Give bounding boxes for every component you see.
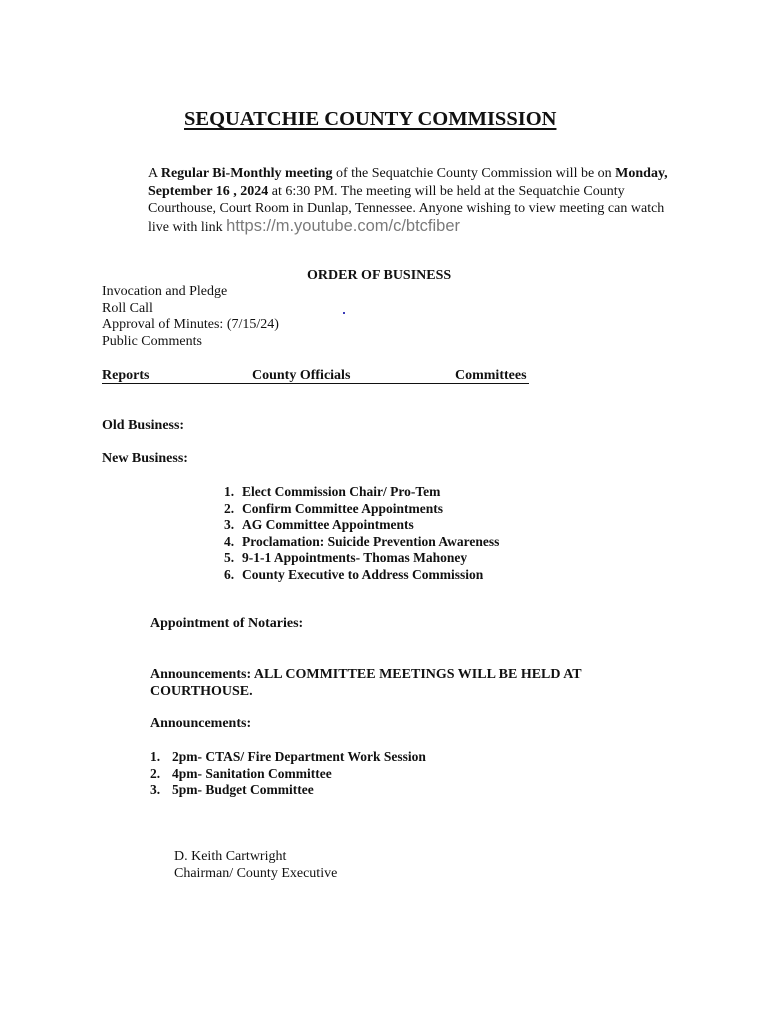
- reports-heading: Reports: [102, 368, 150, 383]
- reports-header-row: [102, 368, 542, 388]
- meeting-notice: [148, 165, 688, 236]
- reports-underline: [102, 383, 529, 384]
- new-business-heading: New Business:: [102, 451, 188, 466]
- notice-text-1: A: [148, 166, 161, 181]
- opening-item: Public Comments: [102, 333, 202, 349]
- signature-block: [174, 848, 337, 882]
- notaries-heading: Appointment of Notaries:: [150, 616, 304, 631]
- list-item: 1. Elect Commission Chair/ Pro-Tem: [224, 484, 441, 499]
- livestream-link[interactable]: https://m.youtube.com/c/btcfiber: [226, 216, 461, 235]
- list-item: 6. County Executive to Address Commission: [224, 566, 484, 582]
- list-item: 5. 9-1-1 Appointments- Thomas Mahoney: [224, 550, 468, 565]
- meeting-date: Monday, September 16 , 2024: [148, 166, 668, 199]
- order-of-business-heading: ORDER OF BUSINESS: [307, 268, 452, 283]
- list-item: 1. 2pm- CTAS/ Fire Department Work Session: [150, 749, 426, 764]
- opening-items-list: [102, 284, 279, 350]
- list-item: 2. 4pm- Sanitation Committee: [150, 765, 332, 781]
- stray-dot: [343, 312, 345, 314]
- list-item: 2. Confirm Committee Appointments: [224, 500, 443, 516]
- list-item: 3. AG Committee Appointments: [224, 517, 414, 532]
- announcements-list: [150, 749, 426, 799]
- committees-heading: Committees: [455, 368, 527, 383]
- new-business-list: [224, 484, 499, 583]
- opening-item: Approval of Minutes: (7/15/24): [102, 317, 279, 332]
- opening-item: Invocation and Pledge: [102, 284, 228, 299]
- signer-name: D. Keith Cartwright: [174, 849, 287, 864]
- opening-item: Roll Call: [102, 300, 153, 316]
- list-item: 3. 5pm- Budget Committee: [150, 782, 314, 797]
- announcements-heading: Announcements:: [150, 716, 252, 731]
- notice-text-2: of the Sequatchie County Commission will be on: [332, 166, 616, 181]
- document-title: SEQUATCHIE COUNTY COMMISSION: [184, 108, 557, 130]
- list-item: 4. Proclamation: Suicide Prevention Awareness: [224, 533, 500, 549]
- meeting-type: Regular Bi-Monthly meeting: [160, 166, 333, 181]
- signer-title: Chairman/ County Executive: [174, 866, 338, 881]
- notice-text-3: at 6:30 PM. The meeting will be held at the Sequatchie County Courthouse, Court Room in Dunlap, Tennessee. Anyone wishing to view meeting can watch live with link: [148, 183, 665, 235]
- old-business-heading: Old Business:: [102, 418, 185, 433]
- county-officials-heading: County Officials: [252, 368, 351, 383]
- committee-meetings-announcement: Announcements: ALL COMMITTEE MEETINGS WILL BE HELD AT COURTHOUSE.: [150, 667, 582, 699]
